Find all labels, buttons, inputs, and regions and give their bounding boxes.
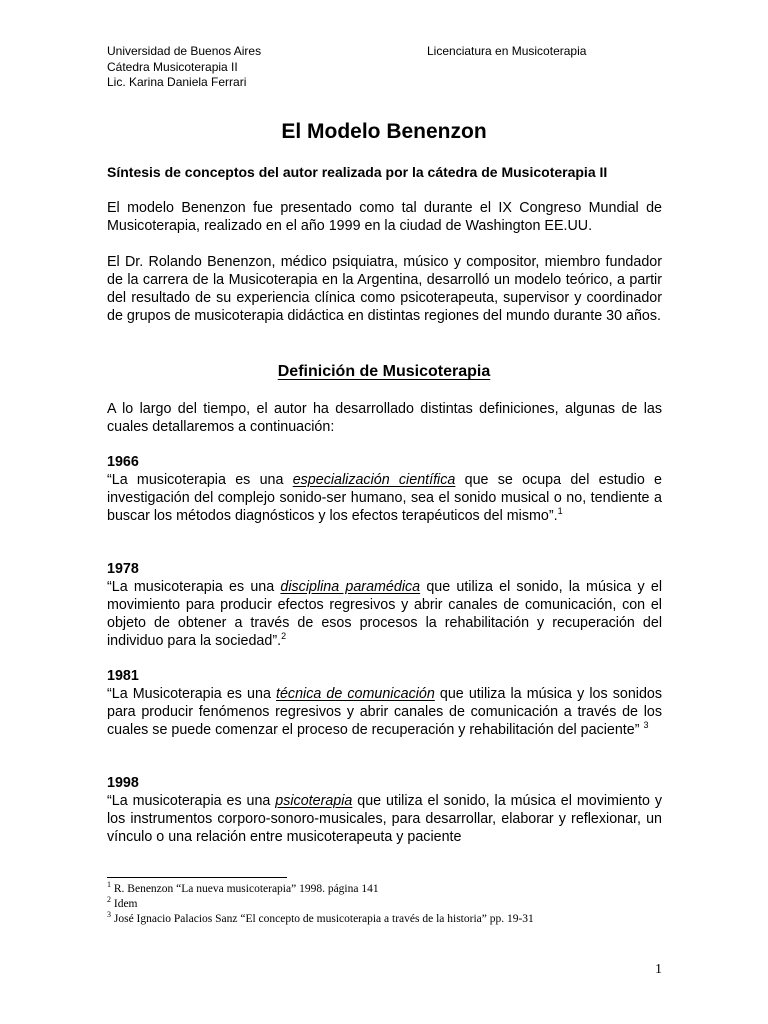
section-intro: A lo largo del tiempo, el autor ha desarrollado distintas definiciones, algunas de las cuales detallaremos a continuación: xyxy=(107,401,662,435)
definition-post: que utiliza la música y los sonidos para producir fenómenos regresivos y abrir canales de comunicación a través de los cuales se puede comenzar el proceso de recuperación y rehabilitación del paciente” xyxy=(107,686,662,738)
footnote-ref: 1 xyxy=(557,506,563,517)
definition-year: 1978 xyxy=(107,561,139,577)
definition-term: disciplina paramédica xyxy=(280,579,421,595)
footnote-2 xyxy=(107,897,534,912)
page-header-left xyxy=(107,44,261,91)
definition-term: psicoterapia xyxy=(275,793,353,809)
definition-1978 xyxy=(107,560,662,650)
footnote-number: 2 xyxy=(107,895,111,905)
intro-paragraph-1: El modelo Benenzon fue presentado como tal durante el IX Congreso Mundial de Musicoterapia, realizado en el año 1999 en la ciudad de Washington EE.UU. xyxy=(107,200,662,234)
definition-post: que utiliza el sonido, la música el movimiento y los instrumentos corporo-sonoro-musicales, para desarrollar, elaborar y reflexionar, un vínculo o una relación entre musicoterapeuta y paciente xyxy=(107,793,662,845)
definition-term: técnica de comunicación xyxy=(276,686,435,702)
section-title-text: Definición de Musicoterapia xyxy=(277,363,491,380)
footnotes xyxy=(107,882,534,927)
section-title xyxy=(0,361,768,383)
definition-year: 1981 xyxy=(107,668,139,684)
header-chair: Cátedra Musicoterapia II xyxy=(107,59,238,74)
footnote-text: R. Benenzon “La nueva musicoterapia” 1998. página 141 xyxy=(111,883,379,895)
header-professor: Lic. Karina Daniela Ferrari xyxy=(107,75,247,89)
footnote-number: 1 xyxy=(107,880,111,890)
definition-post: que utiliza el sonido, la música y el movimiento para producir efectos regresivos y abrir canales de comunicación, con el objeto de obtener a través de esos procesos la rehabilitación y recuperación del individuo para la sociedad”. xyxy=(107,579,663,649)
footnote-separator xyxy=(107,877,287,878)
definition-1998 xyxy=(107,774,662,846)
definition-pre: “La musicoterapia es una xyxy=(107,793,276,809)
definition-year: 1966 xyxy=(107,454,139,470)
footnote-1 xyxy=(107,882,534,897)
document-subtitle: Síntesis de conceptos del autor realizada por la cátedra de Musicoterapia II xyxy=(107,164,608,180)
intro-paragraph-2: El Dr. Rolando Benenzon, médico psiquiatra, músico y compositor, miembro fundador de la carrera de la Musicoterapia en la Argentina, desarrolló un modelo teórico, a partir del resultado de su experiencia clínica como psicoterapeuta, supervisor y coordinador de grupos de musicoterapia didáctica en distintas regiones del mundo durante 30 años. xyxy=(107,254,662,324)
definition-pre: “La musicoterapia es una xyxy=(107,579,281,595)
page-number: 1 xyxy=(655,962,662,977)
definition-term: especialización científica xyxy=(292,472,456,488)
footnote-text: Idem xyxy=(111,898,138,910)
definition-post: que se ocupa del estudio e investigación del complejo sonido-ser humano, sea el sonido musical o no, tendiente a buscar los métodos diagnósticos y los efectos terapéuticos del mismo”. xyxy=(107,472,662,524)
footnote-ref: 2 xyxy=(281,631,287,642)
definition-1981 xyxy=(107,667,662,739)
definition-pre: “La Musicoterapia es una xyxy=(107,686,276,702)
footnote-3 xyxy=(107,912,534,927)
definition-1966 xyxy=(107,453,662,525)
definition-year: 1998 xyxy=(107,775,139,791)
document-title: El Modelo Benenzon xyxy=(281,120,487,143)
footnote-ref: 3 xyxy=(643,720,649,731)
header-program: Licenciatura en Musicoterapia xyxy=(427,44,587,58)
definition-pre: “La musicoterapia es una xyxy=(107,472,293,488)
footnote-text: José Ignacio Palacios Sanz “El concepto de musicoterapia a través de la historia” pp. 19-31 xyxy=(111,913,534,925)
footnote-number: 3 xyxy=(107,910,111,920)
header-university: Universidad de Buenos Aires xyxy=(107,44,262,58)
